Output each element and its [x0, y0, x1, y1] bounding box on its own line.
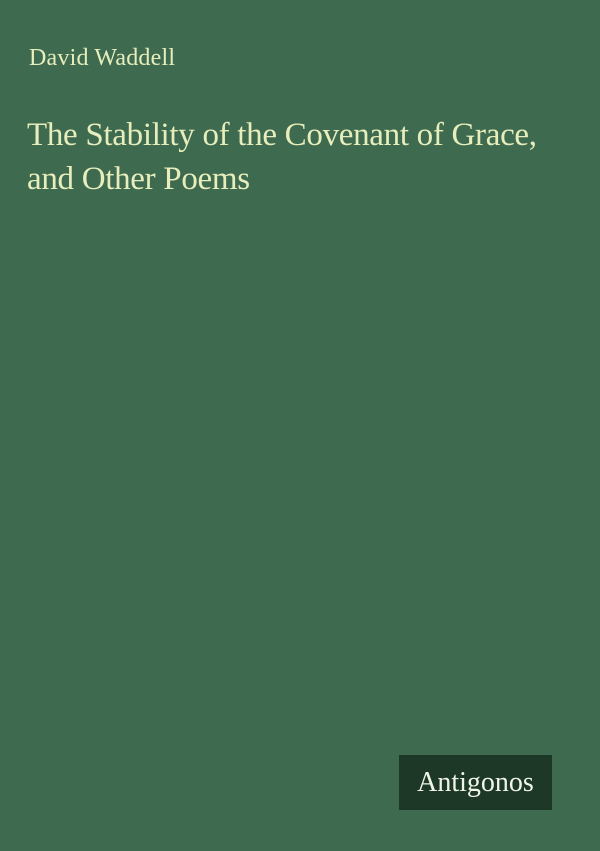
- publisher-name: Antigonos: [417, 766, 534, 798]
- author-name: David Waddell: [29, 45, 176, 71]
- title-line-1: The Stability of the Covenant of Grace,: [27, 117, 537, 153]
- publisher-logo-box: [399, 755, 552, 810]
- title-line-2: and Other Poems: [27, 161, 250, 197]
- book-title: [27, 113, 592, 201]
